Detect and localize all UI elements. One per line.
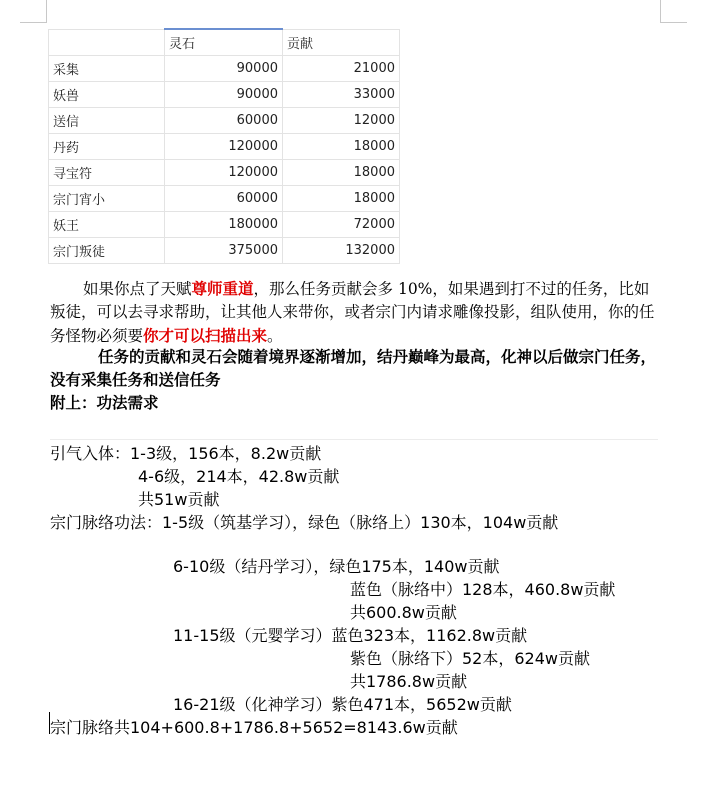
- requirement-line: 紫色（脉络下）52本，624w贡献: [350, 649, 590, 668]
- table-corner-cell: [49, 29, 165, 56]
- requirement-line: 宗门脉络功法：1-5级（筑基学习），绿色（脉络上）130本，104w贡献: [50, 513, 559, 532]
- table-row: [49, 82, 400, 108]
- lingshi-cell[interactable]: 120000: [165, 160, 283, 186]
- requirement-line: 蓝色（脉络中）128本，460.8w贡献: [350, 580, 616, 599]
- table-row: [49, 186, 400, 212]
- talent-paragraph: [50, 277, 662, 348]
- requirement-line: 4-6级，214本，42.8w贡献: [138, 467, 340, 486]
- paragraph-text: 如果你点了天赋: [83, 280, 192, 298]
- requirement-line: 共51w贡献: [138, 490, 220, 509]
- gongxian-cell[interactable]: 18000: [283, 160, 400, 186]
- gongxian-cell[interactable]: 18000: [283, 186, 400, 212]
- gongxian-cell[interactable]: 132000: [283, 238, 400, 264]
- text-cursor: [49, 712, 50, 734]
- row-name-cell[interactable]: 宗门叛徒: [49, 238, 165, 264]
- row-name-cell[interactable]: 丹药: [49, 134, 165, 160]
- gongxian-cell[interactable]: 72000: [283, 212, 400, 238]
- lingshi-cell[interactable]: 375000: [165, 238, 283, 264]
- skill-requirements-heading: 附上：功法需求: [50, 393, 159, 412]
- requirement-line: 11-15级（元婴学习）蓝色323本，1162.8w贡献: [173, 626, 528, 645]
- highlight-talent-name: 尊师重道: [191, 279, 254, 298]
- gongxian-cell[interactable]: 33000: [283, 82, 400, 108]
- row-name-cell[interactable]: 采集: [49, 56, 165, 82]
- requirement-line: 6-10级（结丹学习），绿色175本，140w贡献: [173, 557, 500, 576]
- table-header-row: [49, 29, 400, 56]
- table-row: [49, 56, 400, 82]
- lingshi-cell[interactable]: 60000: [165, 186, 283, 212]
- gongxian-cell[interactable]: 18000: [283, 134, 400, 160]
- lingshi-cell[interactable]: 120000: [165, 134, 283, 160]
- lingshi-cell[interactable]: 90000: [165, 82, 283, 108]
- crop-mark-top-right: [660, 0, 687, 23]
- divider: [50, 439, 658, 440]
- row-name-cell[interactable]: 寻宝符: [49, 160, 165, 186]
- requirement-total-line: 宗门脉络共104+600.8+1786.8+5652=8143.6w贡献: [50, 718, 458, 737]
- requirement-line: 16-21级（化神学习）紫色471本，5652w贡献: [173, 695, 512, 714]
- task-reward-table: [48, 28, 400, 264]
- gongxian-cell[interactable]: 12000: [283, 108, 400, 134]
- column-header-lingshi[interactable]: 灵石: [165, 29, 283, 56]
- table-row: [49, 160, 400, 186]
- highlight-scan-note: 你才可以扫描出来: [143, 326, 268, 345]
- table-row: [49, 238, 400, 264]
- table-row: [49, 212, 400, 238]
- lingshi-cell[interactable]: 90000: [165, 56, 283, 82]
- row-name-cell[interactable]: 妖兽: [49, 82, 165, 108]
- reward-growth-paragraph: 任务的贡献和灵石会随着境界逐渐增加，结丹巅峰为最高，化神以后做宗门任务，没有采集任务和送信任务: [50, 347, 657, 389]
- row-name-cell[interactable]: 宗门宵小: [49, 186, 165, 212]
- table-row: [49, 134, 400, 160]
- requirement-line: 共1786.8w贡献: [350, 672, 468, 691]
- paragraph-text: ，那么任务贡献会多 10%，如果遇到打不过的任务，比如叛徒，可以去寻求帮助，让其他人来带你，或者宗门内请求雕像投影，组队使用，你的任务怪物必须要: [50, 280, 655, 345]
- table-row: [49, 108, 400, 134]
- requirement-line: 引气入体：1-3级，156本，8.2w贡献: [50, 444, 322, 463]
- paragraph-text: 。: [267, 327, 283, 345]
- lingshi-cell[interactable]: 180000: [165, 212, 283, 238]
- crop-mark-top-left: [20, 0, 47, 23]
- column-header-gongxian[interactable]: 贡献: [283, 29, 400, 56]
- row-name-cell[interactable]: 送信: [49, 108, 165, 134]
- row-name-cell[interactable]: 妖王: [49, 212, 165, 238]
- requirement-line: 共600.8w贡献: [350, 603, 457, 622]
- lingshi-cell[interactable]: 60000: [165, 108, 283, 134]
- gongxian-cell[interactable]: 21000: [283, 56, 400, 82]
